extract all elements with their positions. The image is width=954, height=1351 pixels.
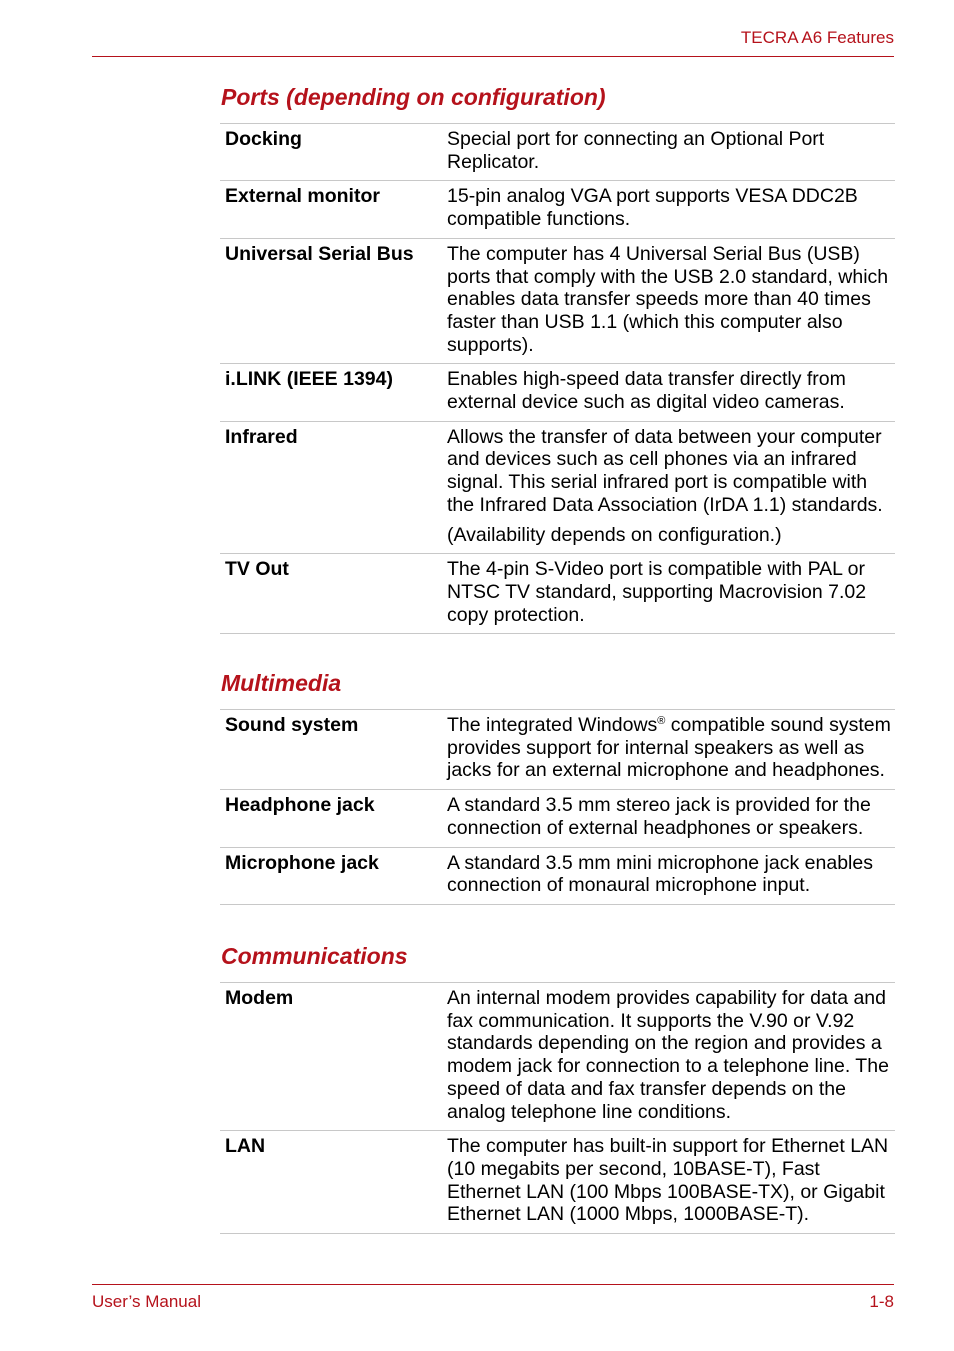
row-description: Special port for connecting an Optional Port Replicator. [443,124,895,181]
footer-rule [92,1284,894,1285]
row-term: External monitor [220,181,443,238]
row-term: Microphone jack [220,847,443,904]
table-row [220,364,895,421]
row-description: The 4-pin S-Video port is compatible with PAL or NTSC TV standard, supporting Macrovision 7.02 copy protection. [443,554,895,634]
row-term: LAN [220,1131,443,1234]
row-term: Infrared [220,421,443,554]
row-description: A standard 3.5 mm mini microphone jack enables connection of monaural microphone input. [443,847,895,904]
ports-table [220,123,895,634]
row-term: i.LINK (IEEE 1394) [220,364,443,421]
row-term: Universal Serial Bus [220,238,443,364]
table-row [220,554,895,634]
row-term: TV Out [220,554,443,634]
row-description: The computer has built-in support for Ethernet LAN (10 megabits per second, 10BASE-T), Fast Ethernet LAN (100 Mbps 100BASE-TX), or Gigabit Ethernet LAN (1000 Mbps, 1000BASE-T). [443,1131,895,1234]
table-row [220,983,895,1131]
running-header: TECRA A6 Features [740,28,894,47]
row-term: Headphone jack [220,790,443,847]
section-title-multimedia: Multimedia [221,670,342,696]
row-description: The integrated Windows® compatible sound system provides support for internal speakers as well as jacks for an external microphone and headphones. [443,710,895,790]
header-rule [92,56,894,57]
footer-manual-title: User’s Manual [92,1292,201,1311]
row-description: An internal modem provides capability for data and fax communication. It supports the V.90 or V.92 standards depending on the region and provides a modem jack for connection to a telephone line. The speed of data and fax transfer depends on the analog telephone line conditions. [443,983,895,1131]
section-title-ports: Ports (depending on configuration) [221,84,606,110]
table-row [220,847,895,904]
row-description: A standard 3.5 mm stereo jack is provided for the connection of external headphones or speakers. [443,790,895,847]
row-term: Sound system [220,710,443,790]
table-row [220,790,895,847]
table-row [220,124,895,181]
row-term: Modem [220,983,443,1131]
row-term: Docking [220,124,443,181]
table-row [220,710,895,790]
multimedia-table [220,709,895,905]
row-description: 15-pin analog VGA port supports VESA DDC2B compatible functions. [443,181,895,238]
registered-mark: ® [657,715,666,727]
row-description: Enables high-speed data transfer directly from external device such as digital video cameras. [443,364,895,421]
table-row [220,1131,895,1234]
table-row [220,421,895,554]
section-title-communications: Communications [221,943,408,969]
table-row [220,238,895,364]
row-description: Allows the transfer of data between your computer and devices such as cell phones via an infrared signal. This serial infrared port is compatible with the Infrared Data Association (IrDA 1.1) standards. (Availability depends on configuration.) [443,421,895,554]
table-row [220,181,895,238]
page-number: 1-8 [869,1292,894,1311]
row-description: The computer has 4 Universal Serial Bus (USB) ports that comply with the USB 2.0 standard, which enables data transfer speeds more than 40 times faster than USB 1.1 (which this computer also supports). [443,238,895,364]
communications-table [220,982,895,1234]
